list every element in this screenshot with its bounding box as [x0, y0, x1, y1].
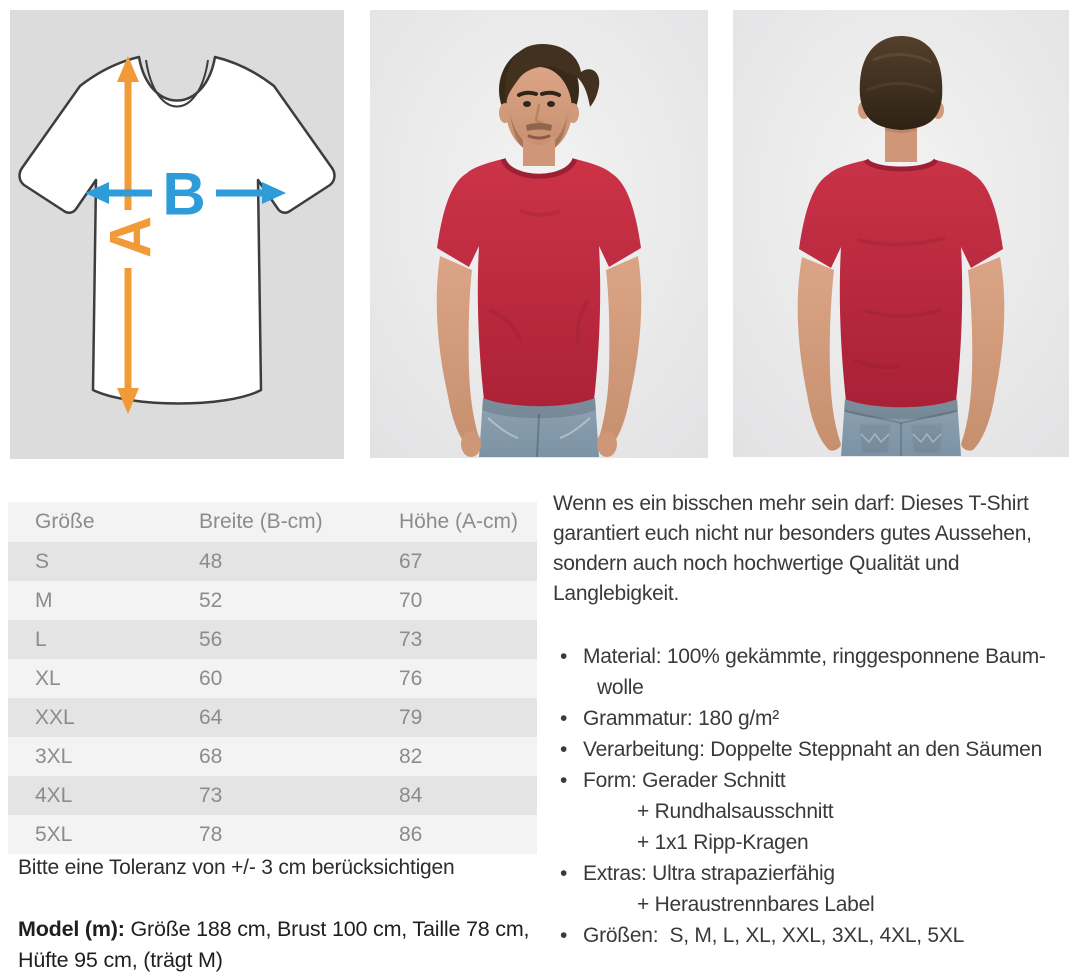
size-row [8, 581, 537, 620]
height-cell: 82 [372, 737, 537, 776]
tshirt-outline [20, 57, 335, 404]
spec-list [553, 641, 1072, 951]
height-cell: 76 [372, 659, 537, 698]
spec-line-verarbeitung: • Verarbeitung: Doppelte Steppnaht an den Säumen [553, 734, 1072, 765]
height-label: A [98, 216, 164, 258]
size-row [8, 620, 537, 659]
width-cell: 52 [172, 581, 372, 620]
size-cell: XXL [8, 698, 172, 737]
model-info [18, 914, 542, 972]
size-cell: 4XL [8, 776, 172, 815]
description-intro: Wenn es ein bisschen mehr sein darf: Dieses T-Shirt garantiert euch nicht nur besonders gutes Aussehen, sondern auch noch hochwertige Qualität und Langlebigkeit. [553, 492, 1032, 605]
tshirt-measure-diagram [10, 10, 344, 459]
column-header-size: Größe [8, 502, 172, 542]
spec-line-form: • Form: Gerader Schnitt [553, 765, 1072, 796]
product-photo-back [733, 10, 1069, 457]
model-info-label: Model (m): [18, 916, 125, 941]
size-cell: L [8, 620, 172, 659]
spec-line-label: + Heraustrennbares Label [637, 893, 875, 916]
size-cell: S [8, 542, 172, 581]
column-header-width: Breite (B-cm) [172, 502, 372, 542]
measure-diagram-panel [10, 10, 344, 459]
width-cell: 48 [172, 542, 372, 581]
size-cell: 5XL [8, 815, 172, 854]
width-cell: 60 [172, 659, 372, 698]
height-cell: 84 [372, 776, 537, 815]
model-info-text: Größe 188 cm, Brust 100 cm, Taille 78 cm, Hüfte 95 cm, (trägt M) [18, 916, 530, 972]
size-row [8, 659, 537, 698]
spec-line-material-wrap: wolle [597, 676, 644, 699]
spec-line-extras: • Extras: Ultra strapazierfähig [553, 858, 1072, 889]
spec-line-groessen: • Größen: S, M, L, XL, XXL, 3XL, 4XL, 5XL [553, 920, 1072, 951]
height-cell: 86 [372, 815, 537, 854]
width-cell: 78 [172, 815, 372, 854]
size-row [8, 815, 537, 854]
size-chart-header-row [8, 502, 537, 542]
width-cell: 68 [172, 737, 372, 776]
size-cell: XL [8, 659, 172, 698]
width-cell: 56 [172, 620, 372, 659]
model-front-illustration [370, 10, 708, 458]
spec-line-material: • Material: 100% gekämmte, ringgesponnene Baum- [553, 641, 1072, 672]
product-description [553, 489, 1072, 951]
spec-line-grammatur: • Grammatur: 180 g/m² [553, 703, 1072, 734]
size-cell: 3XL [8, 737, 172, 776]
spec-line-rippkragen: + 1x1 Ripp-Kragen [637, 831, 809, 854]
model-back-illustration [733, 10, 1069, 457]
size-row [8, 542, 537, 581]
height-cell: 73 [372, 620, 537, 659]
size-row [8, 776, 537, 815]
width-cell: 64 [172, 698, 372, 737]
product-photo-front [370, 10, 708, 458]
height-cell: 79 [372, 698, 537, 737]
back-pocket-right [911, 424, 943, 453]
size-chart-table [8, 502, 537, 854]
size-cell: M [8, 581, 172, 620]
width-cell: 73 [172, 776, 372, 815]
height-cell: 70 [372, 581, 537, 620]
size-row [8, 698, 537, 737]
height-cell: 67 [372, 542, 537, 581]
spec-line-rundhals: + Rundhalsausschnitt [637, 800, 834, 823]
width-label: B [162, 160, 206, 228]
size-row [8, 737, 537, 776]
tolerance-note: Bitte eine Toleranz von +/- 3 cm berücksichtigen [18, 856, 455, 879]
column-header-height: Höhe (A-cm) [372, 502, 537, 542]
back-pocket-left [859, 424, 891, 453]
